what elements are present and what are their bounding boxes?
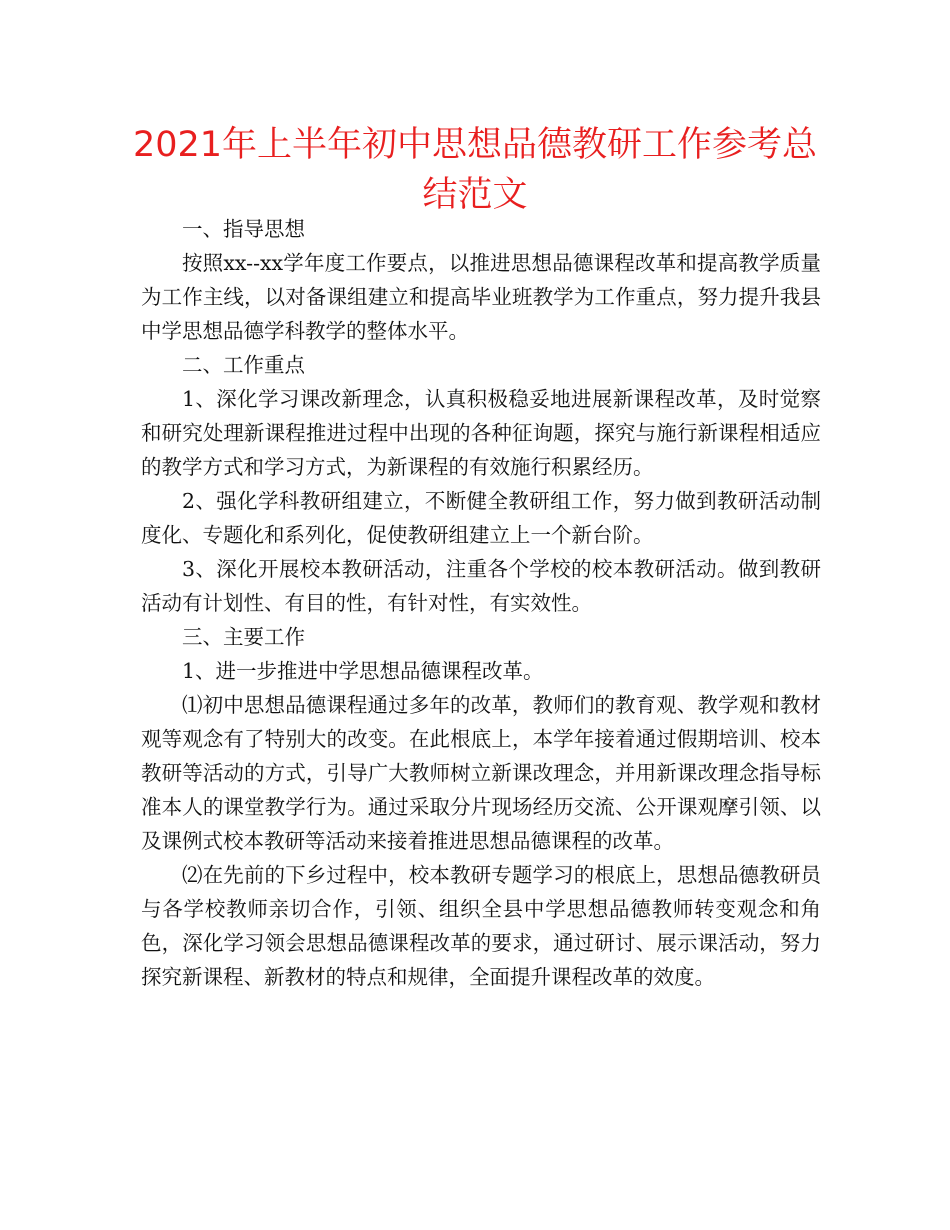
paragraph: 1、进一步推进中学思想品德课程改革。	[182, 659, 544, 683]
paragraph: 2、强化学科教研组建立，不断健全教研组工作，努力做到教研活动制度化、专题化和系列化，促使教研组建立上一个新台阶。	[141, 489, 821, 547]
document-body	[141, 212, 821, 994]
document-title: 2021年上半年初中思想品德教研工作参考总结范文	[132, 125, 818, 215]
section-heading-guiding-thought: 一、指导思想	[182, 217, 305, 241]
paragraph: 1、深化学习课改新理念，认真积极稳妥地进展新课程改革，及时觉察和研究处理新课程推进过程中出现的各种征询题，探究与施行新课程相适应的教学方式和学习方式，为新课程的有效施行积累经历。	[141, 387, 821, 479]
paragraph: ⑴初中思想品德课程通过多年的改革，教师们的教育观、教学观和教材观等观念有了特别大的改变。在此根底上，本学年接着通过假期培训、校本教研等活动的方式，引导广大教师树立新课改理念，并用新课改理念指导标准本人的课堂教学行为。通过采取分片现场经历交流、公开课观摩引领、以及课例式校本教研等活动来接着推进思想品德课程的改革。	[141, 693, 821, 853]
section-heading-main-work: 三、主要工作	[182, 625, 305, 649]
paragraph: 3、深化开展校本教研活动，注重各个学校的校本教研活动。做到教研活动有计划性、有目的性，有针对性，有实效性。	[141, 557, 821, 615]
paragraph: ⑵在先前的下乡过程中，校本教研专题学习的根底上，思想品德教研员与各学校教师亲切合作，引领、组织全县中学思想品德教师转变观念和角色，深化学习领会思想品德课程改革的要求，通过研讨、展示课活动，努力探究新课程、新教材的特点和规律，全面提升课程改革的效度。	[141, 863, 821, 989]
section-heading-work-focus: 二、工作重点	[182, 353, 305, 377]
paragraph: 按照xx--xx学年度工作要点，以推进思想品德课程改革和提高教学质量为工作主线，以对备课组建立和提高毕业班教学为工作重点，努力提升我县中学思想品德学科教学的整体水平。	[141, 251, 821, 343]
